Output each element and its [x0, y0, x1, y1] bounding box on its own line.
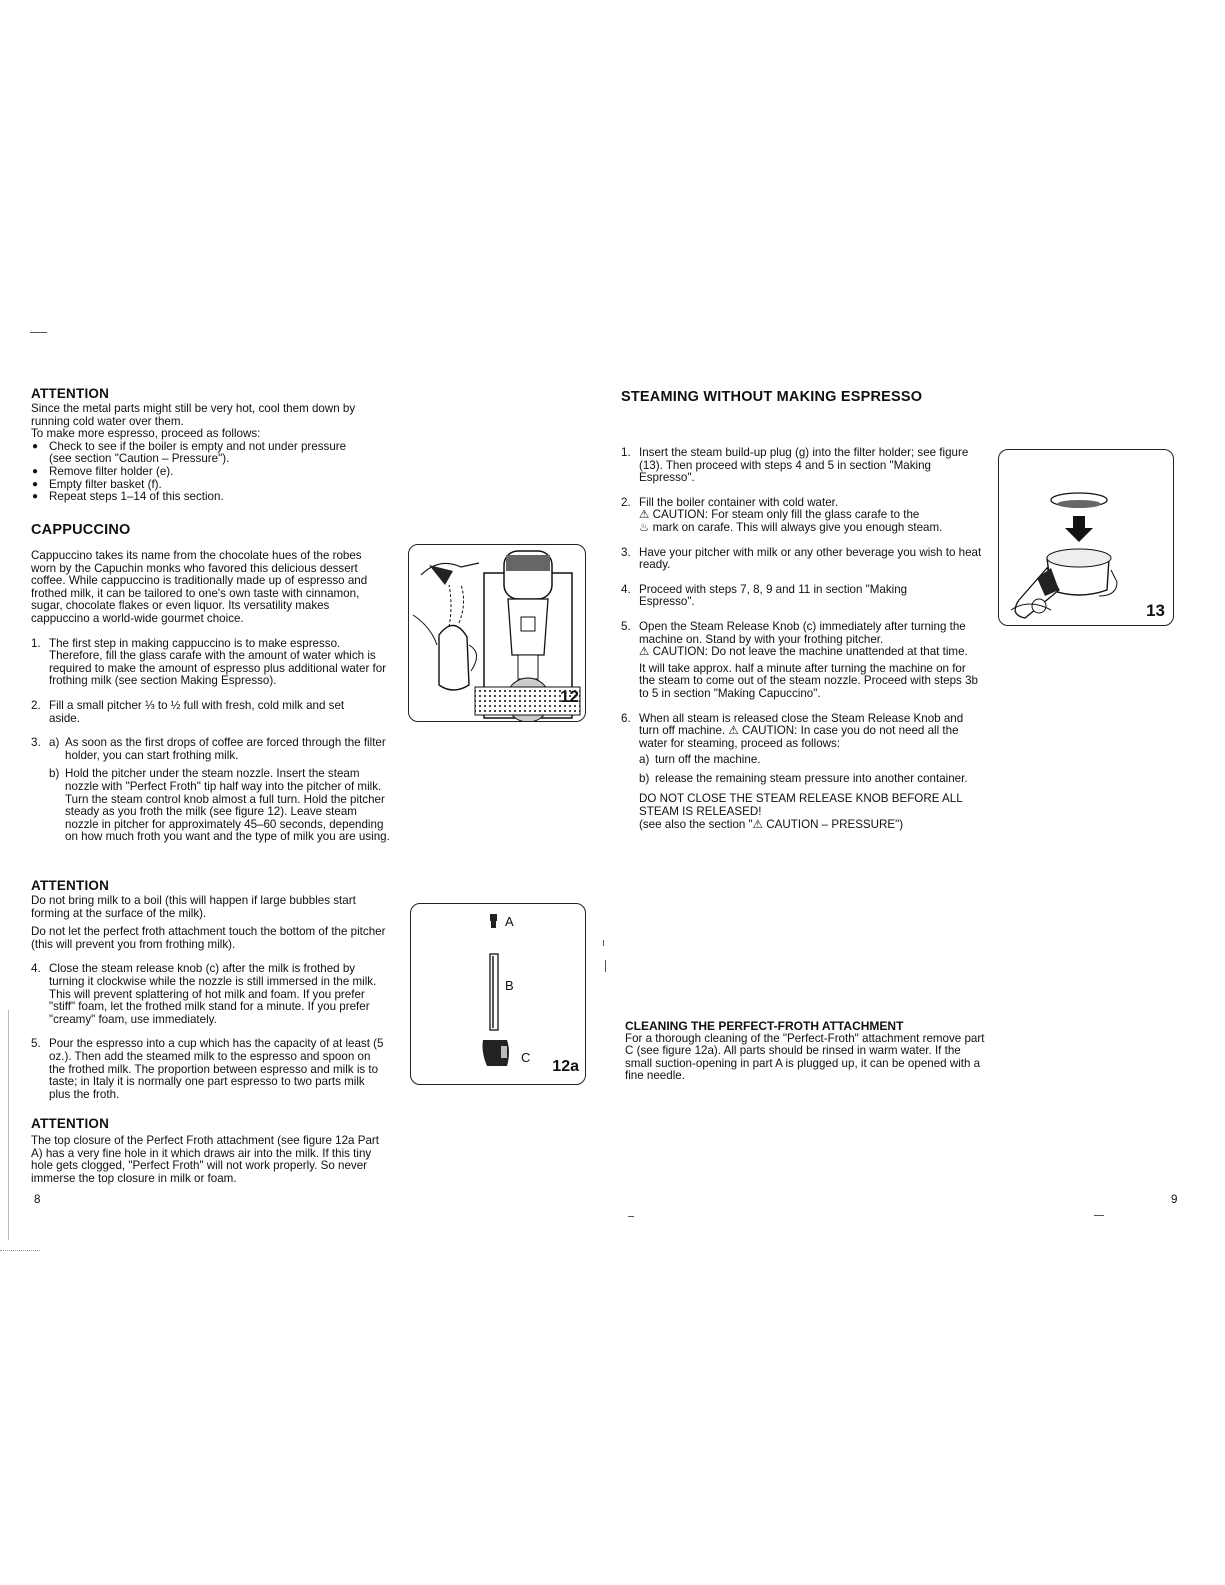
page-number-left: 8	[34, 1193, 41, 1206]
margin-mark	[8, 1010, 9, 1240]
stray-mark	[603, 940, 604, 946]
step-3	[31, 737, 393, 844]
figure-13-label: 13	[1146, 601, 1165, 620]
substep-a	[639, 754, 981, 767]
substep-letter: a)	[49, 736, 60, 750]
step-5	[621, 621, 981, 701]
page-number-right: 9	[1171, 1193, 1178, 1206]
step-caution: ⚠ CAUTION: Do not leave the machine unattended at that time.	[639, 645, 968, 659]
substep-b	[639, 773, 981, 786]
warning-text: DO NOT CLOSE THE STEAM RELEASE KNOB BEFORE ALL STEAM IS RELEASED!	[639, 792, 963, 819]
step-2	[31, 700, 369, 725]
figure-12a-label: 12a	[552, 1058, 579, 1075]
part-b-label: B	[505, 978, 514, 993]
step-text: When all steam is released close the Steam Release Knob and turn off machine. ⚠ CAUTION: In case you do not need all the water for steaming, proceed as follows:	[639, 711, 964, 750]
substep-text: Hold the pitcher under the steam nozzle. Insert the steam nozzle with "Perfect Froth" tip half way into the pitcher of milk. Turn the steam control knob almost a full turn. Hold the pitcher steady as you froth the milk (see figure 12). Leave steam nozzle in pitcher for approximately 45–60 seconds, depending on how much froth you want and the type of milk you are using.	[65, 767, 390, 844]
steam-plug-filter-holder-illustration	[999, 450, 1173, 625]
substep-letter: b)	[49, 767, 60, 781]
perfect-froth-attachment-parts	[411, 904, 585, 1084]
substep-text: release the remaining steam pressure into another container.	[655, 771, 968, 785]
step-1	[31, 638, 393, 688]
attention-section-1	[31, 386, 391, 504]
attention-paragraph: The top closure of the Perfect Froth attachment (see figure 12a Part A) has a very fine hole in it which draws air into the milk. If this tiny hole gets clogged, "Perfect Froth" will not work properly. So never immerse the top closure in milk or foam.	[31, 1134, 379, 1185]
step-caution: ♨ mark on carafe. This will always give you enough steam.	[639, 520, 943, 534]
bottom-mark	[1094, 1215, 1104, 1216]
attention-line: To make more espresso, proceed as follows:	[31, 427, 261, 441]
attention-line: Since the metal parts might still be very hot, cool them down by	[31, 402, 356, 415]
step-number: 4.	[31, 962, 41, 976]
step-6	[621, 713, 981, 832]
cleaning-text: For a thorough cleaning of the "Perfect-Froth" attachment remove part C (see figure 12a). All parts should be rinsed in warm water. If the small suction-opening in part A is plugged up, it can be opened with a fine needle.	[625, 1031, 985, 1083]
cleaning-heading: CLEANING THE PERFECT-FROTH ATTACHMENT	[625, 1019, 904, 1033]
step-4	[31, 963, 393, 1026]
substep-text: turn off the machine.	[655, 753, 761, 767]
figure-13	[998, 449, 1174, 626]
steaming-heading: STEAMING WITHOUT MAKING ESPRESSO	[621, 389, 923, 405]
attention-line: running cold water over them.	[31, 414, 184, 428]
bullet-item: ● Repeat steps 1–14 of this section.	[31, 491, 391, 504]
attention-paragraph: Do not let the perfect froth attachment touch the bottom of the pitcher (this will prevent you from frothing milk).	[31, 925, 386, 951]
bottom-mark	[628, 1216, 634, 1217]
step-text: Have your pitcher with milk or any other beverage you wish to heat ready.	[639, 545, 982, 572]
attention-heading: ATTENTION	[31, 386, 110, 401]
substep-a	[49, 737, 393, 762]
step-number: 3.	[31, 736, 41, 750]
bullet-item: ● Empty filter basket (f).	[31, 479, 391, 492]
step-number: 2.	[31, 698, 41, 712]
step-number: 6.	[621, 711, 631, 725]
substep-b	[49, 768, 393, 844]
step-text: Close the steam release knob (c) after the milk is frothed by turning it clockwise while the nozzle is still immersed in the milk. This will prevent splattering of hot milk and foam. If you prefer "stiff" foam, let the frothed milk stand for a minute. If you prefer "creamy" foam, use immediately.	[49, 962, 377, 1026]
step-note: It will take approx. half a minute after turning the machine on for the steam to come out of the steam nozzle. Proceed with steps 3b to 5 in section "Making Capuccino".	[639, 661, 978, 700]
steaming-section	[621, 389, 981, 831]
attention-paragraph: Do not bring milk to a boil (this will happen if large bubbles start forming at the surface of the milk).	[31, 894, 356, 920]
attention-heading: ATTENTION	[31, 878, 110, 893]
step-number: 5.	[621, 619, 631, 633]
cleaning-section	[625, 1020, 985, 1083]
figure-12	[408, 544, 586, 722]
bullet-item: ● Remove filter holder (e).	[31, 466, 391, 479]
step-number: 3.	[621, 545, 631, 559]
attention-section-3	[31, 1116, 393, 1185]
step-caution: ⚠ CAUTION: For steam only fill the glass carafe to the	[639, 508, 920, 522]
step-5	[31, 1038, 389, 1101]
figure-12-label: 12	[560, 687, 579, 706]
step-text: Insert the steam build-up plug (g) into the filter holder; see figure (13). Then proceed with steps 4 and 5 in section "Making Espresso".	[639, 446, 969, 485]
step-number: 2.	[621, 495, 631, 509]
cappuccino-heading: CAPPUCCINO	[31, 522, 131, 538]
step-number: 4.	[621, 582, 631, 596]
step-text: Fill the boiler container with cold water.	[639, 495, 839, 509]
part-a-label: A	[505, 914, 514, 929]
substep-text: As soon as the first drops of coffee are forced through the filter holder, you can start frothing milk.	[65, 736, 386, 762]
see-also-text: (see also the section "⚠ CAUTION – PRESSURE")	[639, 817, 904, 831]
step-number: 1.	[31, 636, 41, 650]
substep-letter: b)	[639, 771, 650, 785]
margin-dots	[0, 1250, 40, 1251]
attention-section-2	[31, 878, 393, 1101]
step-3	[621, 547, 984, 572]
step-text: The first step in making cappuccino is to make espresso. Therefore, fill the glass carafe with the amount of water which is required to make the amount of espresso plus additional water for frothing milk (see section Making Espresso).	[49, 636, 387, 688]
step-1	[621, 447, 979, 485]
step-text: Pour the espresso into a cup which has the capacity of at least (5 oz.). Then add the steamed milk to the espresso and spoon on the frothed milk. The proportion between espresso and milk is to taste; in Italy it is normally one part espresso to two parts milk plus the froth.	[49, 1037, 384, 1101]
substep-letter: a)	[639, 753, 650, 767]
cappuccino-section	[31, 522, 393, 844]
cappuccino-intro: Cappuccino takes its name from the chocolate hues of the robes worn by the Capuchin monks who favored this delicious dessert coffee. While cappuccino is traditionally made up of espresso and frothed milk, it can be tailored to one's own taste with cinnamon, sugar, chocolate flakes or even liquor. Its versatility makes cappuccino a world-wide gourmet choice.	[31, 549, 368, 625]
stray-mark	[605, 960, 606, 972]
part-c-label: C	[521, 1050, 531, 1065]
step-number: 5.	[31, 1037, 41, 1051]
step-number: 1.	[621, 446, 631, 459]
top-left-mark	[30, 332, 47, 333]
step-text: Proceed with steps 7, 8, 9 and 11 in section "Making Espresso".	[639, 582, 908, 609]
step-text: Fill a small pitcher ⅓ to ½ full with fresh, cold milk and set aside.	[49, 698, 345, 725]
step-text: Open the Steam Release Knob (c) immediately after turning the machine on. Stand by with your frothing pitcher.	[639, 619, 966, 646]
attention-heading: ATTENTION	[31, 1116, 110, 1131]
figure-12a	[410, 903, 586, 1085]
step-4	[621, 584, 939, 609]
espresso-machine-frothing-illustration	[409, 545, 585, 721]
step-2	[621, 497, 981, 535]
bullet-item: ● Check to see if the boiler is empty and not under pressure (see section "Caution – Pressure").	[31, 441, 359, 466]
